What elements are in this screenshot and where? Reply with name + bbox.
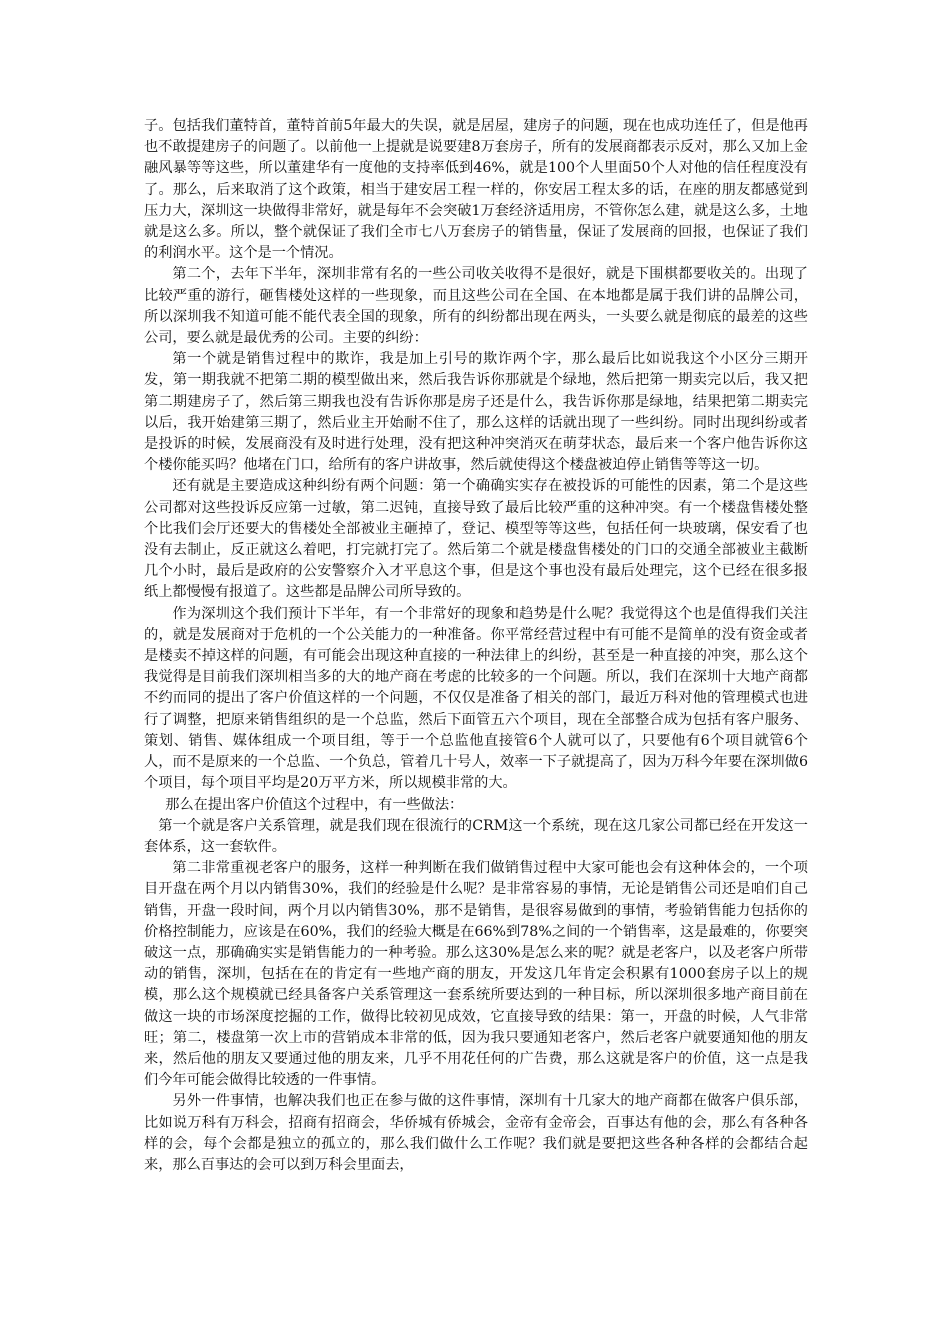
paragraph-2: 第二个，去年下半年，深圳非常有名的一些公司收关收得不是很好，就是下围棋都要收关的。出现了比较严重的游行，砸售楼处这样的一些现象，而且这些公司在全国、在本地都是属于我们讲的品牌公司，所以深圳我不知道可能不能代表全国的现象，所有的纠纷都出现在两头，一头要么就是彻底的最差的这些公司，要么就是最优秀的公司。主要的纠纷： bbox=[144, 266, 808, 347]
paragraph-1: 子。包括我们董特首，董特首前5年最大的失误，就是居屋，建房子的问题，现在也成功连任了，但是他再也不敢提建房子的问题了。以前他一上提就是说要建8万套房子，所有的发展商都表示反对，那么又加上金融风暴等等这些，所以董建华有一度他的支持率低到46%，就是100个人里面50个人对他的信任程度没有了。那么，后来取消了这个政策，相当于建安居工程一样的，你安居工程太多的话，在座的朋友都感觉到压力大，深圳这一块做得非常好，就是每年不会突破1万套经济适用房，不管你怎么建，就是这么多，土地就是这么多。所以，整个就保证了我们全市七八万套房子的销售量，保证了发展商的回报，也保证了我们的利润水平。这个是一个情况。 bbox=[144, 118, 808, 262]
paragraph-7: 第一个就是客户关系管理，就是我们现在很流行的CRM这一个系统，现在这几家公司都已经在开发这一套体系，这一套软件。 bbox=[144, 817, 808, 855]
paragraph-8: 第二非常重视老客户的服务，这样一种判断在我们做销售过程中大家可能也会有这种体会的，一个项目开盘在两个月以内销售30%，我们的经验是什么呢？是非常容易的事情，无论是销售公司还是咱们自己销售，开盘一段时间，两个月以内销售30%，那不是销售，是很容易做到的事情，考验销售能力包括你的价格控制能力，应该是在60%，我们的经验大概是在66%到78%之间的一个销售率，这是最难的，你要突破这一点，那确确实实是销售能力的一种考验。那么这30%是怎么来的呢？就是老客户，以及老客户所带动的销售，深圳，包括在在的肯定有一些地产商的朋友，开发这几年肯定会积累有1000套房子以上的规模，那么这个规模就已经具备客户关系管理这一套系统所要达到的一种目标，所以深圳很多地产商目前在做这一块的市场深度挖掘的工作，做得比较初见成效，它直接导致的结果：第一，开盘的时候，人气非常旺；第二，楼盘第一次上市的营销成本非常的低，因为我只要通知老客户，然后老客户就要通知他的朋友来，然后他的朋友又要通过他的朋友来，几乎不用花任何的广告费，那么这就是客户的价值，这一点是我们今年可能会做得比较透的一件事情。 bbox=[144, 860, 808, 1089]
paragraph-5: 作为深圳这个我们预计下半年，有一个非常好的现象和趋势是什么呢？我觉得这个也是值得我们关注的，就是发展商对于危机的一个公关能力的一种准备。你平常经营过程中有可能不是简单的没有资金或者是楼卖不掉这样的问题，有可能会出现这种直接的一种法律上的纠纷，甚至是一种直接的冲突，那么这个我觉得是目前我们深圳相当多的大的地产商在考虑的比较多的一个问题。所以，我们在深圳十大地产商都不约而同的提出了客户价值这样的一个问题，不仅仅是准备了相关的部门，最近万科对他的管理模式也进行了调整，把原来销售组织的是一个总监，然后下面管五六个项目，现在全部整合成为包括有客户服务、策划、销售、媒体组成一个项目组，等于一个总监他直接管6个人就可以了，只要他有6个项目就管6个人，而不是原来的一个总监、一个负总，管着几十号人，效率一下子就提高了，因为万科今年要在深圳做6个项目，每个项目平均是20万平方米，所以规模非常的大。 bbox=[144, 605, 808, 792]
paragraph-4: 还有就是主要造成这种纠纷有两个问题：第一个确确实实存在被投诉的可能性的因素，第二个是这些公司都对这些投诉反应第一过敏，第二迟钝，直接导致了最后比较严重的这种冲突。有一个楼盘售楼处整个比我们会厅还要大的售楼处全部被业主砸掉了，登记、模型等等这些，包括任何一块玻璃，保安看了也没有去制止，反正就这么着吧，打完就打完了。然后第二个就是楼盘售楼处的门口的交通全部被业主截断几个小时，最后是政府的公安警察介入才平息这个事，但是这个事也没有最后处理完，这个已经在很多报纸上都慢慢有报道了。这些都是品牌公司所导致的。 bbox=[144, 478, 808, 601]
paragraph-6: 那么在提出客户价值这个过程中，有一些做法： bbox=[165, 796, 464, 813]
document-page bbox=[144, 116, 808, 1176]
paragraph-9: 另外一件事情，也解决我们也正在参与做的这件事情，深圳有十几家大的地产商都在做客户俱乐部，比如说万科有万科会，招商有招商会，华侨城有侨城会，金帝有金帝会，百事达有他的会，那么有各种各样的会，每个会都是独立的孤立的，那么我们做什么工作呢？我们就是要把这些各种各样的会都结合起来，那么百事达的会可以到万科会里面去， bbox=[144, 1093, 808, 1173]
paragraph-3: 第一个就是销售过程中的欺诈，我是加上引号的欺诈两个字，那么最后比如说我这个小区分三期开发，第一期我就不把第二期的模型做出来，然后我告诉你那就是个绿地，然后把第一期卖完以后，我又把第二期建房子了，然后第三期我也没有告诉你那是房子还是什么，我告诉你那是绿地，结果把第二期卖完以后，我开始建第三期了，然后业主开始耐不住了，那么这样的话就出现了一些纠纷。同时出现纠纷或者是投诉的时候，发展商没有及时进行处理，没有把这种冲突消灭在萌芽状态，最后来一个客户他告诉你这个楼你能买吗？他堵在门口，给所有的客户讲故事，然后就使得这个楼盘被迫停止销售等等这一切。 bbox=[144, 351, 808, 474]
